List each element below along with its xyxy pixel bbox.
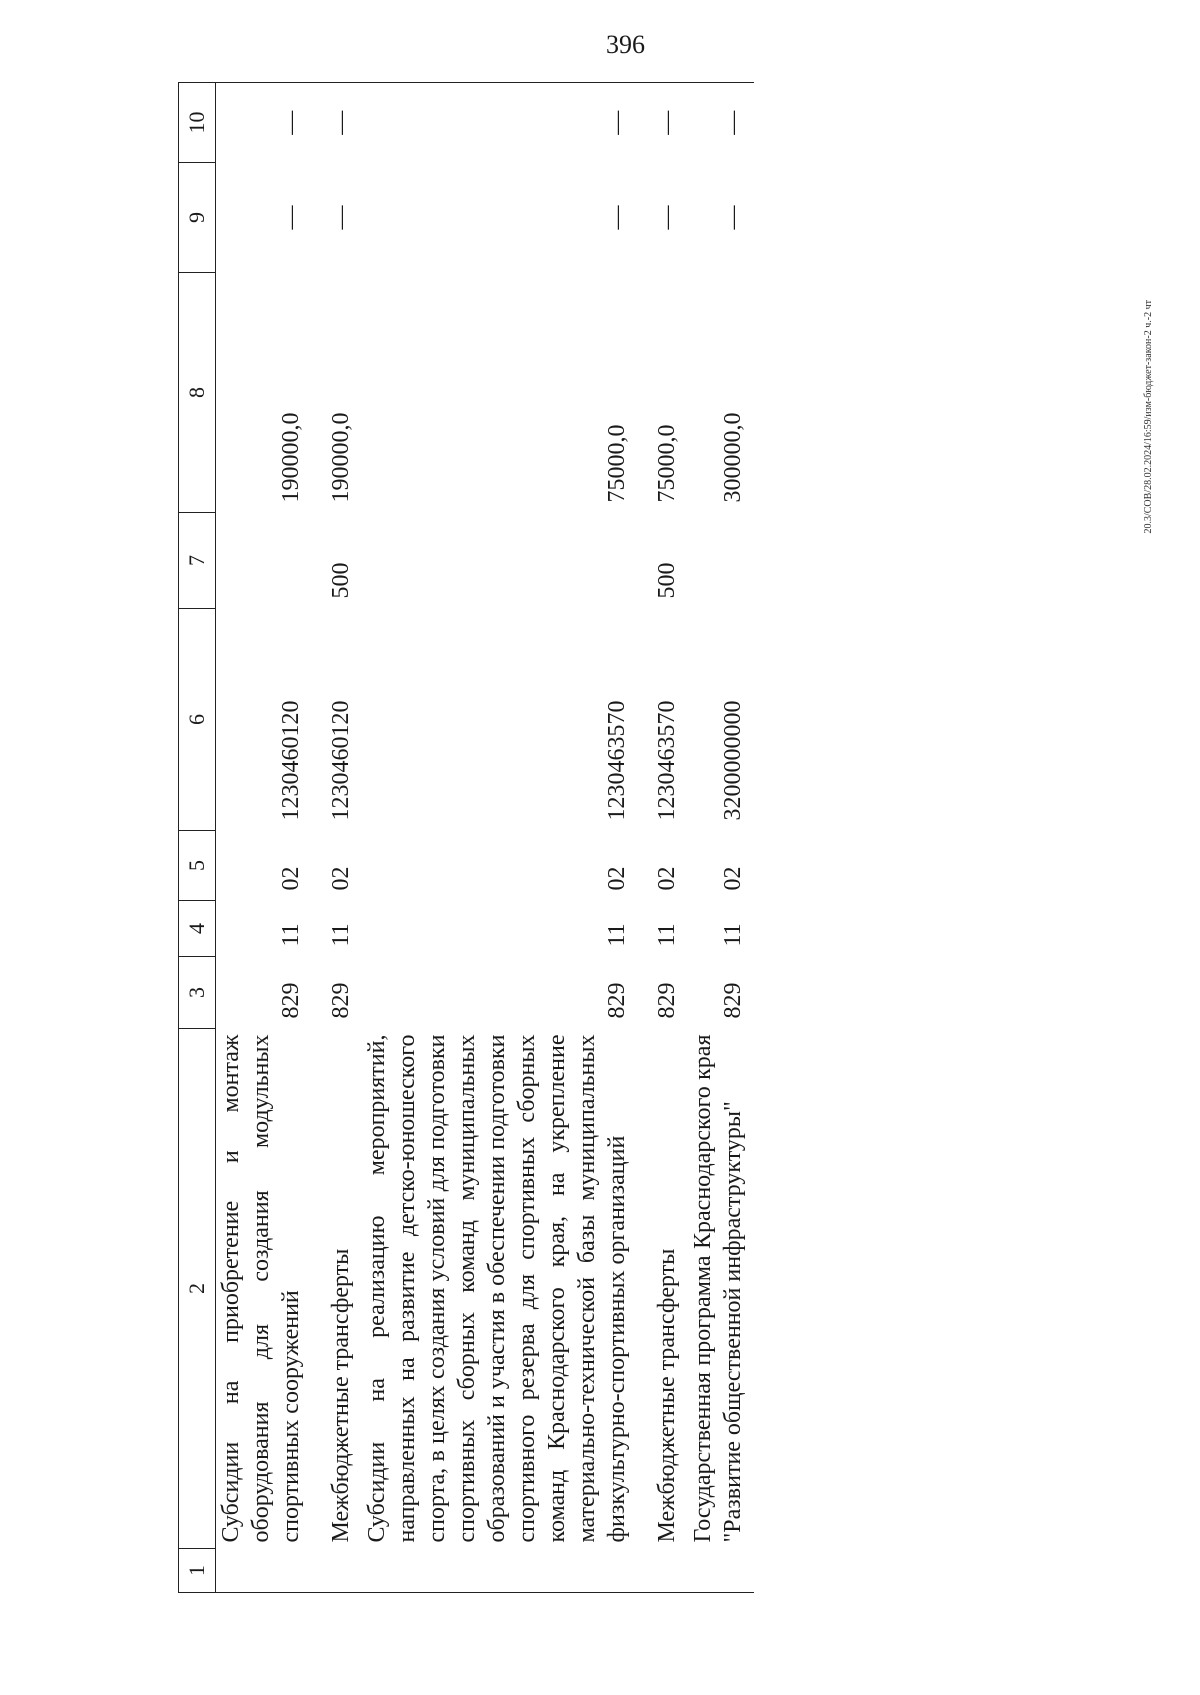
row-description: Государственная программа Краснодарского края "Развитие общественной инфраструктуры" — [690, 1034, 746, 1543]
table-row — [362, 83, 638, 1593]
row-description: Субсидии на приобретение и монтаж оборудования для создания модульных спортивных сооружений — [218, 1034, 304, 1543]
cell-ministry-code: 829 — [720, 982, 746, 1019]
column-header: 2 — [179, 1029, 216, 1549]
cell-col10: — — [216, 83, 313, 163]
cell-expense-type — [688, 513, 754, 609]
cell-expense-type: 500 — [328, 562, 354, 599]
cell-target-code: 1230463570 — [604, 700, 630, 821]
cell-amount: 75000,0 — [604, 424, 630, 503]
cell-section: 11 — [328, 923, 354, 947]
cell-col9: — — [278, 205, 304, 230]
cell-ministry-code: 829 — [328, 982, 354, 1019]
table-row — [688, 83, 754, 1593]
cell-ministry-code: 829 — [654, 982, 680, 1019]
cell-target-code: 1230460120 — [328, 700, 354, 821]
table-row — [216, 83, 313, 1593]
row-description: Межбюджетные трансферты — [654, 1248, 680, 1543]
cell-amount: 190000,0 — [328, 412, 354, 503]
cell-section: 11 — [278, 923, 304, 947]
page-number: 396 — [606, 30, 645, 59]
cell-subsection: 02 — [604, 866, 630, 891]
column-header: 9 — [179, 163, 216, 273]
cell-target-code: 1230463570 — [654, 700, 680, 821]
cell-section: 11 — [654, 923, 680, 947]
cell-ministry-code: 829 — [278, 982, 304, 1019]
cell-col10: — — [312, 83, 362, 163]
cell-subsection: 02 — [654, 866, 680, 891]
column-header: 4 — [179, 901, 216, 957]
column-header: 3 — [179, 957, 216, 1029]
column-header: 5 — [179, 831, 216, 901]
table-header-row — [179, 83, 216, 1593]
column-header: 8 — [179, 273, 216, 513]
cell-col10: — — [362, 83, 638, 163]
cell-subsection: 02 — [278, 866, 304, 891]
table-row — [312, 83, 362, 1593]
cell-target-code: 1230460120 — [278, 700, 304, 821]
budget-table — [178, 82, 754, 1593]
column-header: 10 — [179, 83, 216, 163]
cell-amount: 75000,0 — [654, 424, 680, 503]
cell-col9: — — [654, 205, 680, 230]
cell-subsection: 02 — [328, 866, 354, 891]
cell-amount: 190000,0 — [278, 412, 304, 503]
cell-expense-type — [216, 513, 313, 609]
cell-col10: — — [638, 83, 688, 163]
cell-section: 11 — [720, 923, 746, 947]
budget-table-rotated — [178, 83, 1078, 1593]
cell-col9: — — [328, 205, 354, 230]
column-header: 7 — [179, 513, 216, 609]
column-header: 6 — [179, 609, 216, 831]
cell-amount: 300000,0 — [720, 412, 746, 503]
cell-col9: — — [604, 205, 630, 230]
cell-col9: — — [720, 205, 746, 230]
cell-expense-type — [362, 513, 638, 609]
cell-col10: — — [688, 83, 754, 163]
cell-subsection: 02 — [720, 866, 746, 891]
row-description: Субсидии на реализацию мероприятий, направленных на развитие детско-юношеского спорта, в целях создания условий для подготовки спортивных сборных команд муниципальных образований и участия в обеспечении подготовки спортивного резерва для спортивных сборных команд Краснодарского края, на укрепление материально-технической базы муниципальных физкультурно-спортивных организаций — [364, 1034, 630, 1543]
cell-expense-type: 500 — [654, 562, 680, 599]
cell-section: 11 — [604, 923, 630, 947]
footer-document-code: 20.3/СОВ/28.02.2024/16:59/изм-бюджет-закон-2 ч.-2 чт — [1143, 300, 1154, 534]
table-row — [638, 83, 688, 1593]
cell-ministry-code: 829 — [604, 982, 630, 1019]
cell-target-code: 3200000000 — [720, 700, 746, 821]
row-description: Межбюджетные трансферты — [328, 1248, 354, 1543]
column-header: 1 — [179, 1549, 216, 1593]
